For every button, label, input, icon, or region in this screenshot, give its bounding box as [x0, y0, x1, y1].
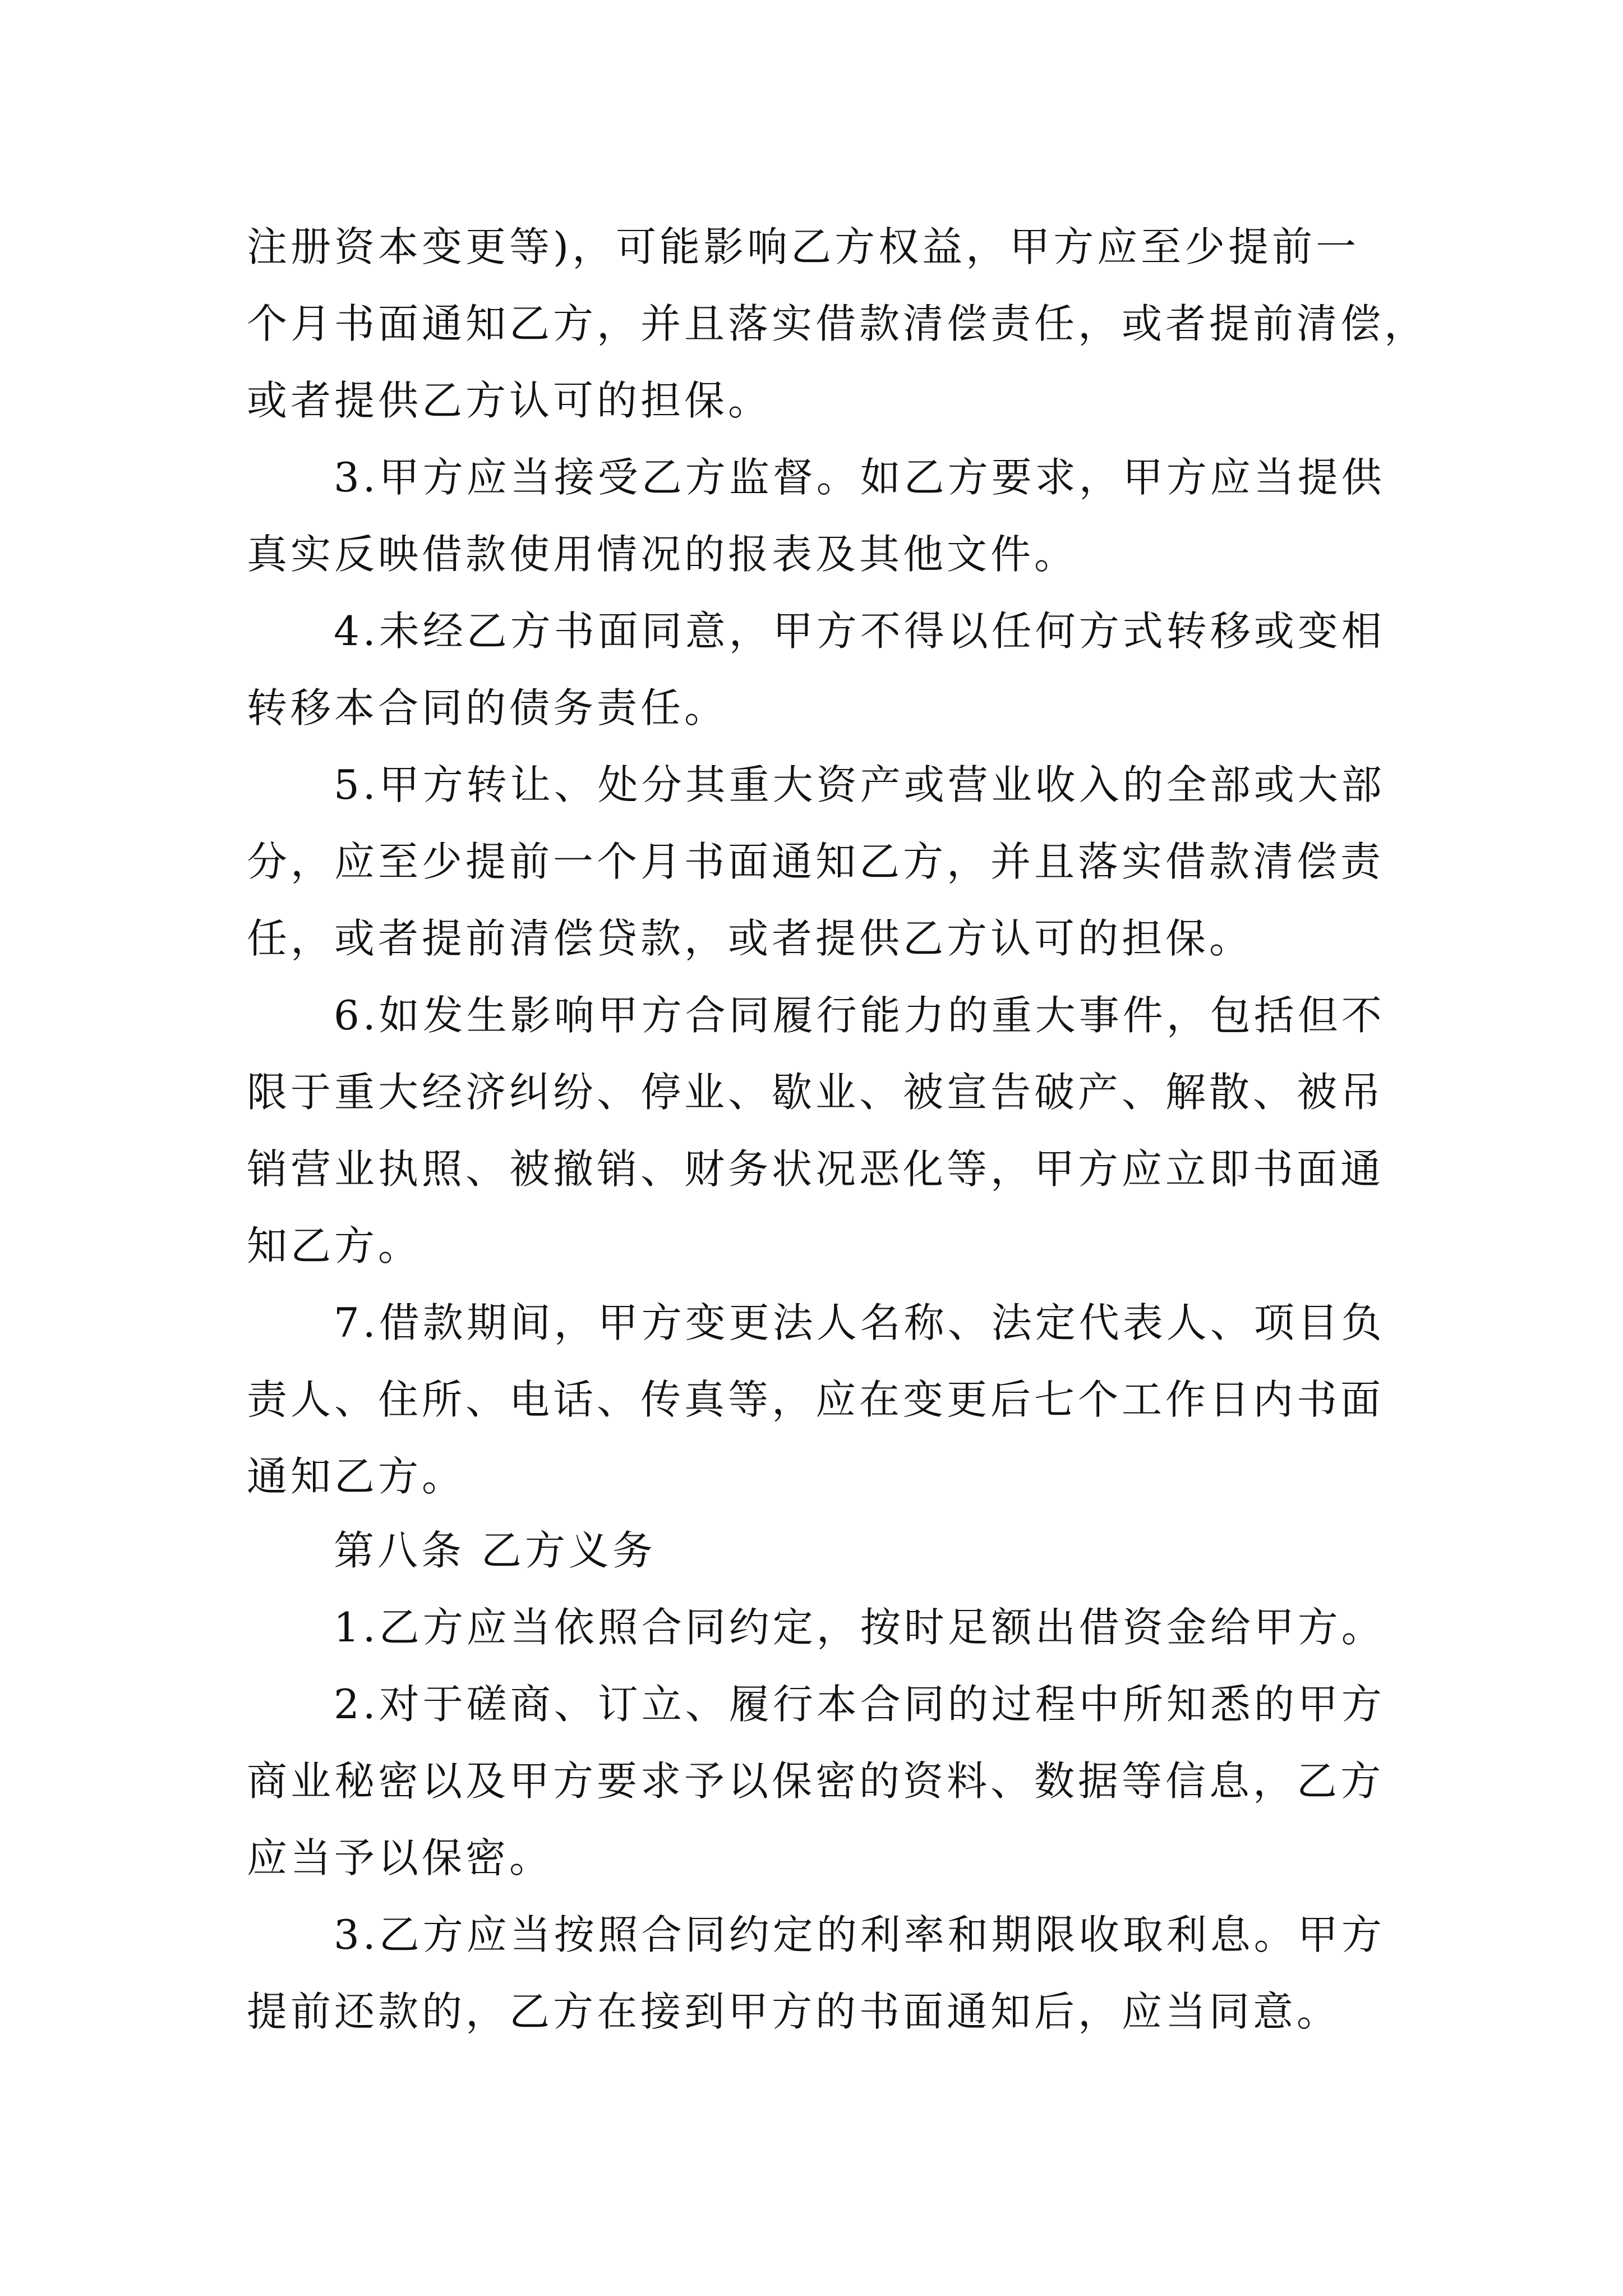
text-line: 个月书面通知乙方，并且落实借款清偿责任，或者提前清偿， [247, 300, 1428, 347]
text-line: 应当予以保密。 [247, 1834, 554, 1881]
text-line: 销营业执照、被撤销、财务状况恶化等，甲方应立即书面通 [247, 1145, 1385, 1193]
section-heading: 第八条 乙方义务 [334, 1527, 656, 1574]
text-line: 注册资本变更等)，可能影响乙方权益，甲方应至少提前一 [247, 223, 1360, 270]
text-line: 限于重大经济纠纷、停业、歇业、被宣告破产、解散、被吊 [247, 1069, 1385, 1116]
text-line: 商业秘密以及甲方要求予以保密的资料、数据等信息，乙方 [247, 1757, 1385, 1805]
text-line: 分，应至少提前一个月书面通知乙方，并且落实借款清偿责 [247, 838, 1385, 885]
text-line: 责人、住所、电话、传真等，应在变更后七个工作日内书面 [247, 1376, 1385, 1423]
text-line: 2.对于磋商、订立、履行本合同的过程中所知悉的甲方 [334, 1681, 1385, 1728]
text-line: 3.甲方应当接受乙方监督。如乙方要求，甲方应当提供 [334, 454, 1385, 501]
text-line: 转移本合同的债务责任。 [247, 684, 728, 731]
text-line: 4.未经乙方书面同意，甲方不得以任何方式转移或变相 [334, 608, 1385, 655]
text-line: 真实反映借款使用情况的报表及其他文件。 [247, 531, 1078, 578]
text-line: 通知乙方。 [247, 1453, 466, 1500]
text-line: 5.甲方转让、处分其重大资产或营业收入的全部或大部 [334, 761, 1385, 808]
text-line: 或者提供乙方认可的担保。 [247, 377, 772, 424]
text-line: 1.乙方应当依照合同约定，按时足额出借资金给甲方。 [334, 1604, 1385, 1651]
text-line: 任，或者提前清偿贷款，或者提供乙方认可的担保。 [247, 915, 1253, 962]
text-line: 6.如发生影响甲方合同履行能力的重大事件，包括但不 [334, 992, 1385, 1039]
text-line: 7.借款期间，甲方变更法人名称、法定代表人、项目负 [334, 1299, 1385, 1346]
text-line: 3.乙方应当按照合同约定的利率和期限收取利息。甲方 [334, 1911, 1385, 1958]
text-line: 知乙方。 [247, 1222, 422, 1269]
text-line: 提前还款的，乙方在接到甲方的书面通知后，应当同意。 [247, 1988, 1341, 2035]
